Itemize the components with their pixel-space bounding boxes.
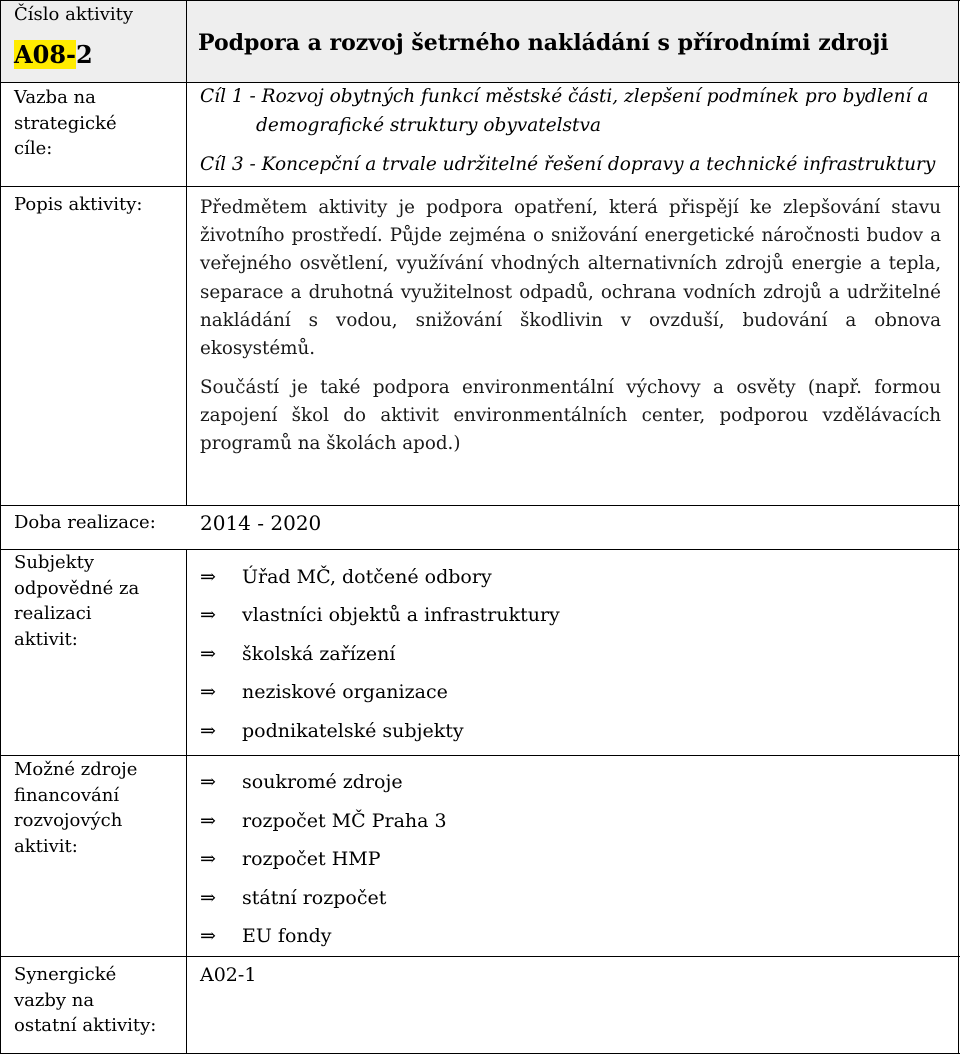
subjects-label-line: aktivit: [14, 628, 78, 650]
row-divider [0, 956, 960, 957]
duration-label: Doba realizace: [14, 512, 156, 533]
column-divider [186, 0, 187, 506]
subjects-label [14, 550, 139, 652]
synergy-label-line: vazby na [14, 989, 95, 1011]
table-border-left [0, 0, 1, 1054]
duration-value: 2014 - 2020 [200, 511, 322, 535]
activity-code-suffix: 2 [75, 40, 93, 69]
double-arrow-icon: ⇒ [200, 681, 216, 703]
row-divider [0, 505, 960, 506]
double-arrow-icon: ⇒ [200, 887, 216, 909]
double-arrow-icon: ⇒ [200, 566, 216, 588]
row-divider [0, 186, 960, 187]
activity-title: Podpora a rozvoj šetrného nakládání s přírodními zdroji [198, 30, 889, 56]
goals-label-line: strategické [14, 112, 117, 134]
double-arrow-icon: ⇒ [200, 720, 216, 742]
goal-3: Cíl 3 - Koncepční a trvale udržitelné řešení dopravy a technické infrastruktury [200, 154, 936, 175]
subjects-label-line: odpovědné za [14, 577, 140, 599]
double-arrow-icon: ⇒ [200, 771, 216, 793]
funding-label-line: aktivit: [14, 835, 78, 857]
double-arrow-icon: ⇒ [200, 925, 216, 947]
subjects-label-line: realizaci [14, 603, 92, 624]
double-arrow-icon: ⇒ [200, 643, 216, 665]
row-divider [0, 82, 960, 83]
table-border-right [958, 0, 959, 1054]
goals-label [14, 85, 117, 162]
description-paragraph-1: Předmětem aktivity je podpora opatření, která přispějí ke zlepšování stavu životního prostředí. Půjde zejména o snižování energetické náročnosti budov a veřejného osvětlení, využívání vhodných alternativních zdrojů energie a tepla, separace a druhotná využitelnost odpadů, ochrana vodních zdrojů a udržitelné nakládání s vodou, snižování škodlivin v ovzduší, budování a obnova ekosystémů. [200, 197, 941, 360]
funding-label [14, 757, 137, 859]
funding-label-line: Možné zdroje [14, 759, 138, 780]
double-arrow-icon: ⇒ [200, 848, 216, 870]
funding-label-line: financování [14, 784, 120, 806]
table-border-top [0, 0, 960, 1]
row-divider [0, 549, 960, 550]
description-paragraph-2: Součástí je také podpora environmentální výchovy a osvěty (např. formou zapojení škol do aktivit environmentálních center, podporou vzdělávacích programů na školách apod.) [200, 377, 941, 455]
synergy-label [14, 962, 156, 1039]
activity-number-label: Číslo aktivity [14, 4, 134, 25]
goal-1-line-2: demografické struktury obyvatelstva [256, 115, 601, 136]
column-divider [186, 549, 187, 1054]
double-arrow-icon: ⇒ [200, 810, 216, 832]
activity-code [14, 40, 93, 69]
subjects-label-line: Subjekty [14, 552, 94, 573]
description-label: Popis aktivity: [14, 194, 143, 215]
row-divider [0, 755, 960, 756]
synergy-label-line: ostatní aktivity: [14, 1015, 157, 1036]
funding-label-line: rozvojových [14, 810, 123, 831]
synergy-label-line: Synergické [14, 964, 117, 985]
double-arrow-icon: ⇒ [200, 604, 216, 626]
goals-label-line: cíle: [14, 138, 53, 159]
goal-1-line-1: Cíl 1 - Rozvoj obytných funkcí městské části, zlepšení podmínek pro bydlení a [200, 86, 929, 107]
synergy-value: A02-1 [200, 964, 257, 986]
activity-code-highlighted: A08- [14, 40, 76, 69]
goals-label-line: Vazba na [14, 87, 96, 108]
table-border-bottom [0, 1053, 960, 1054]
